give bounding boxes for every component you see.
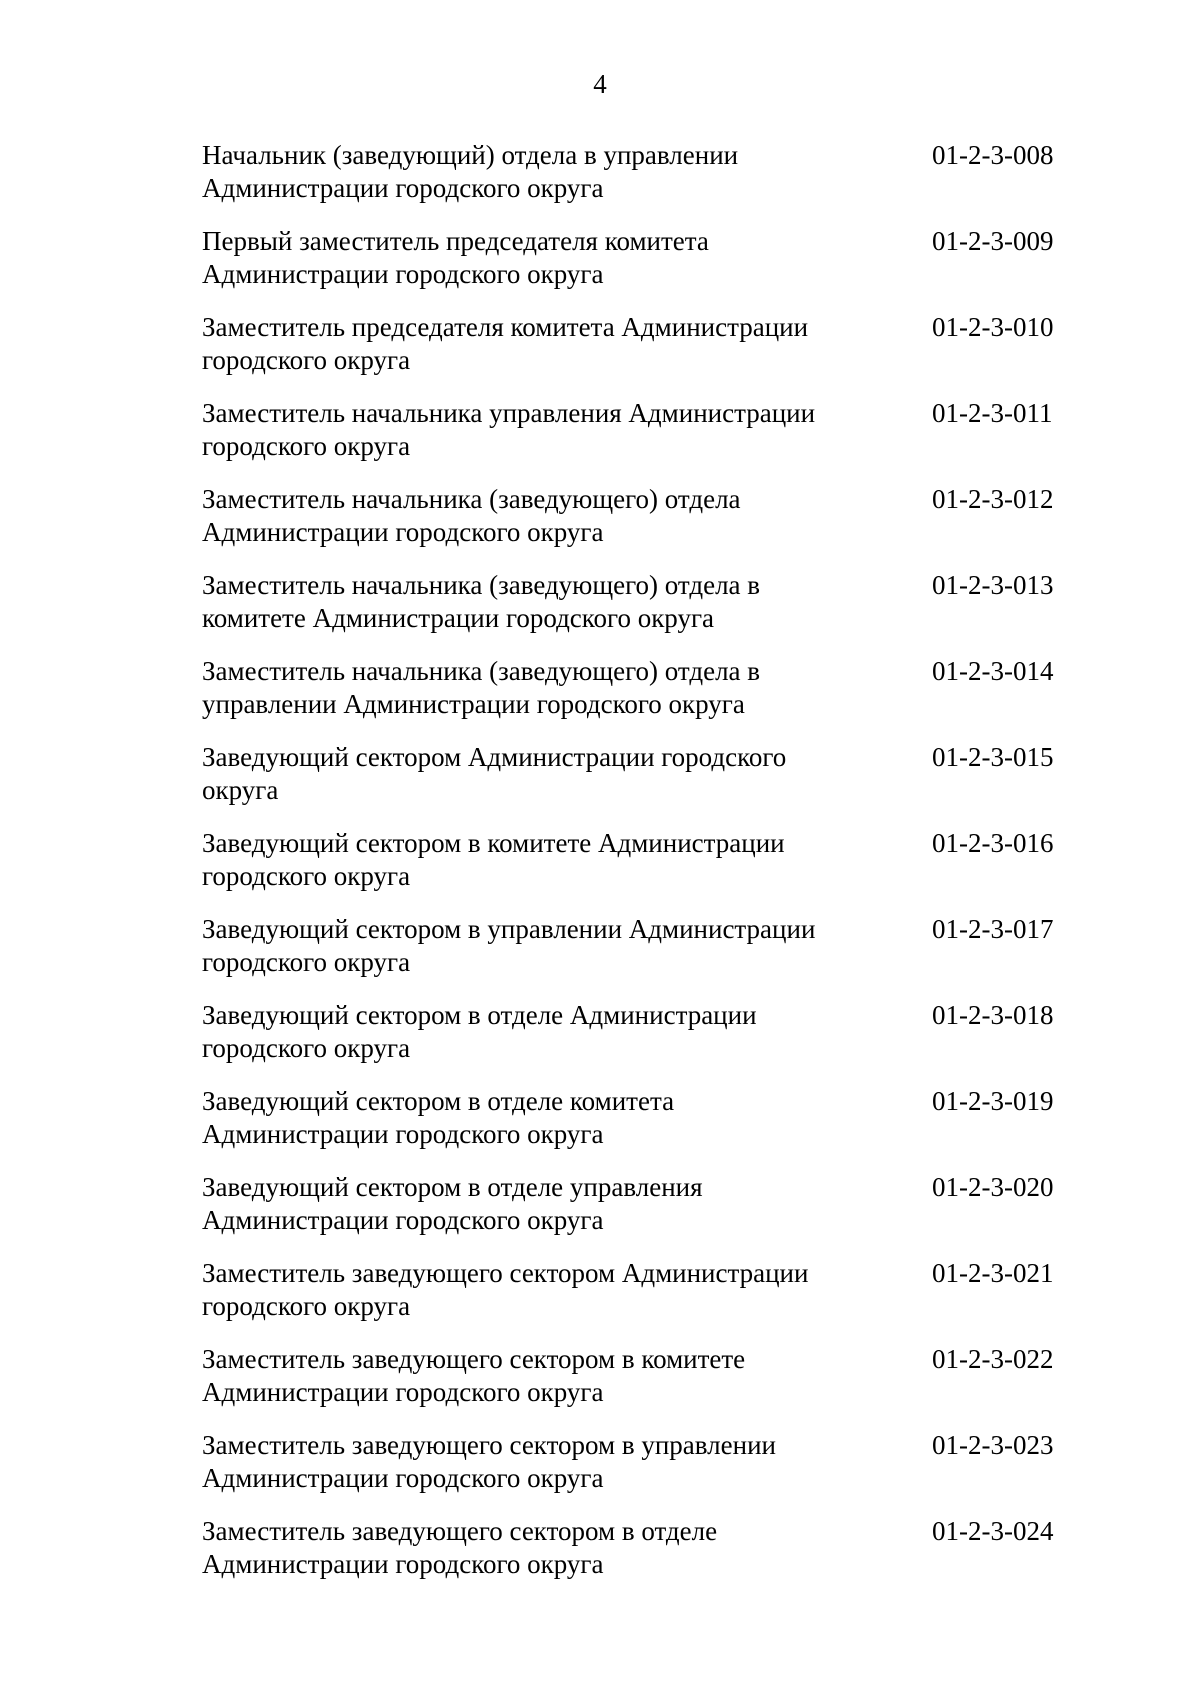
position-title <box>202 483 862 549</box>
list-item <box>202 397 1082 483</box>
title-line: Заведующий сектором в отделе Администрации <box>202 1000 757 1030</box>
title-line: Заместитель заведующего сектором в управлении <box>202 1430 776 1460</box>
position-title <box>202 741 862 807</box>
title-line: Первый заместитель председателя комитета <box>202 226 709 256</box>
list-item <box>202 1085 1082 1171</box>
position-title <box>202 1343 862 1409</box>
title-line: Заместитель начальника (заведующего) отдела <box>202 484 741 514</box>
position-code: 01-2-3-014 <box>932 656 1054 686</box>
list-item <box>202 741 1082 827</box>
position-code: 01-2-3-016 <box>932 828 1054 858</box>
list-item <box>202 225 1082 311</box>
title-line: Заместитель начальника (заведующего) отдела в <box>202 570 761 600</box>
title-line: Администрации городского округа <box>202 1119 604 1149</box>
position-title <box>202 913 862 979</box>
title-line: Заместитель заведующего сектором Администрации <box>202 1258 809 1288</box>
position-code: 01-2-3-023 <box>932 1430 1054 1460</box>
list-item <box>202 1343 1082 1429</box>
position-list <box>202 139 1082 1601</box>
position-code: 01-2-3-024 <box>932 1516 1054 1546</box>
list-item <box>202 1171 1082 1257</box>
title-line: Администрации городского округа <box>202 1463 604 1493</box>
position-title <box>202 569 862 635</box>
title-line: округа <box>202 775 279 805</box>
title-line: Заведующий сектором в отделе управления <box>202 1172 703 1202</box>
position-code: 01-2-3-015 <box>932 742 1054 772</box>
position-code: 01-2-3-020 <box>932 1172 1054 1202</box>
position-title <box>202 999 862 1065</box>
position-title <box>202 1171 862 1237</box>
position-code: 01-2-3-019 <box>932 1086 1054 1116</box>
position-title <box>202 225 862 291</box>
position-title <box>202 655 862 721</box>
title-line: городского округа <box>202 861 411 891</box>
position-code: 01-2-3-010 <box>932 312 1054 342</box>
title-line: Администрации городского округа <box>202 259 604 289</box>
title-line: городского округа <box>202 1033 411 1063</box>
title-line: Администрации городского округа <box>202 1205 604 1235</box>
position-code: 01-2-3-013 <box>932 570 1054 600</box>
page-number: 4 <box>593 69 607 99</box>
list-item <box>202 139 1082 225</box>
list-item <box>202 569 1082 655</box>
position-title <box>202 1257 862 1323</box>
title-line: Заместитель заведующего сектором в отделе <box>202 1516 718 1546</box>
list-item <box>202 827 1082 913</box>
position-code: 01-2-3-011 <box>932 398 1053 428</box>
position-code: 01-2-3-012 <box>932 484 1054 514</box>
list-item <box>202 1429 1082 1515</box>
list-item <box>202 483 1082 569</box>
position-code: 01-2-3-021 <box>932 1258 1054 1288</box>
position-title <box>202 1515 862 1581</box>
title-line: городского округа <box>202 1291 411 1321</box>
title-line: управлении Администрации городского округа <box>202 689 745 719</box>
position-code: 01-2-3-018 <box>932 1000 1054 1030</box>
title-line: Заведующий сектором в отделе комитета <box>202 1086 675 1116</box>
list-item <box>202 1515 1082 1601</box>
title-line: Администрации городского округа <box>202 1377 604 1407</box>
list-item <box>202 1257 1082 1343</box>
list-item <box>202 999 1082 1085</box>
title-line: Заместитель начальника управления Администрации <box>202 398 816 428</box>
list-item <box>202 311 1082 397</box>
title-line: Начальник (заведующий) отдела в управлении <box>202 140 739 170</box>
position-code: 01-2-3-017 <box>932 914 1054 944</box>
position-title <box>202 1429 862 1495</box>
title-line: городского округа <box>202 431 411 461</box>
position-code: 01-2-3-008 <box>932 140 1054 170</box>
title-line: Заведующий сектором Администрации городского <box>202 742 787 772</box>
title-line: Администрации городского округа <box>202 173 604 203</box>
position-code: 01-2-3-009 <box>932 226 1054 256</box>
position-title <box>202 827 862 893</box>
title-line: Заведующий сектором в управлении Администрации <box>202 914 816 944</box>
list-item <box>202 913 1082 999</box>
position-title <box>202 1085 862 1151</box>
position-title <box>202 139 862 205</box>
title-line: Администрации городского округа <box>202 1549 604 1579</box>
title-line: Заместитель начальника (заведующего) отдела в <box>202 656 761 686</box>
position-title <box>202 311 862 377</box>
title-line: Заместитель заведующего сектором в комитете <box>202 1344 746 1374</box>
list-item <box>202 655 1082 741</box>
title-line: комитете Администрации городского округа <box>202 603 715 633</box>
position-code: 01-2-3-022 <box>932 1344 1054 1374</box>
title-line: Заведующий сектором в комитете Администрации <box>202 828 785 858</box>
position-title <box>202 397 862 463</box>
title-line: Заместитель председателя комитета Администрации <box>202 312 809 342</box>
title-line: городского округа <box>202 345 411 375</box>
title-line: городского округа <box>202 947 411 977</box>
title-line: Администрации городского округа <box>202 517 604 547</box>
